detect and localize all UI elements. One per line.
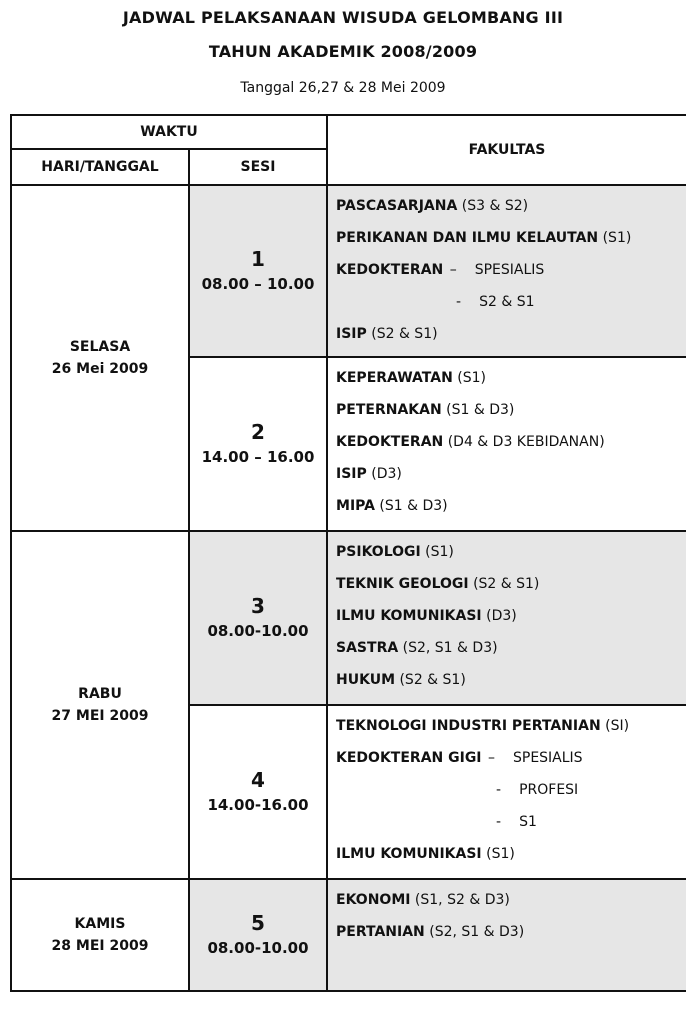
faculty-line: PERTANIAN (S2, S1 & D3)	[336, 924, 525, 940]
session-time: 08.00-10.00	[207, 939, 309, 957]
faculty-line: ILMU KOMUNIKASI (S1)	[336, 846, 515, 862]
faculty-cell	[327, 705, 686, 879]
session-number: 3	[251, 594, 265, 618]
day-name: KAMIS	[74, 916, 126, 932]
day-date: 26 Mei 2009	[51, 361, 149, 377]
faculty-line: - S2 & S1	[456, 294, 535, 310]
faculty-line: PERIKANAN DAN ILMU KELAUTAN (S1)	[336, 230, 632, 246]
header-waktu: WAKTU	[11, 115, 327, 149]
day-name: SELASA	[69, 339, 131, 355]
faculty-line: ISIP (D3)	[336, 466, 402, 482]
day-name: RABU	[78, 686, 122, 702]
day-date: 27 MEI 2009	[51, 708, 149, 724]
document-title: JADWAL PELAKSANAAN WISUDA GELOMBANG III	[122, 8, 564, 27]
faculty-line: KEDOKTERAN (D4 & D3 KEBIDANAN)	[336, 434, 605, 450]
faculty-cell	[327, 879, 686, 991]
day-cell	[11, 531, 189, 879]
document-subtitle-year: TAHUN AKADEMIK 2008/2009	[208, 42, 478, 61]
faculty-line: PSIKOLOGI (S1)	[336, 544, 454, 560]
session-time: 14.00 – 16.00	[201, 448, 315, 466]
session-cell	[189, 185, 327, 357]
faculty-line: ILMU KOMUNIKASI (D3)	[336, 608, 517, 624]
faculty-line: KEDOKTERAN – SPESIALIS	[336, 262, 545, 278]
schedule-table	[10, 114, 686, 992]
session-number: 4	[251, 768, 265, 792]
session-cell	[189, 357, 327, 531]
day-cell	[11, 879, 189, 991]
faculty-cell	[327, 531, 686, 705]
session-number: 5	[251, 911, 265, 935]
faculty-line: PETERNAKAN (S1 & D3)	[336, 402, 515, 418]
faculty-cell	[327, 357, 686, 531]
faculty-cell	[327, 185, 686, 357]
faculty-line: ISIP (S2 & S1)	[336, 326, 438, 342]
day-cell	[11, 185, 189, 531]
faculty-line: MIPA (S1 & D3)	[336, 498, 448, 514]
header-fakultas: FAKULTAS	[327, 115, 686, 185]
faculty-line: PASCASARJANA (S3 & S2)	[336, 198, 529, 214]
table-row	[11, 879, 686, 991]
document-date-line: Tanggal 26,27 & 28 Mei 2009	[240, 80, 446, 96]
table-row	[11, 185, 686, 357]
faculty-line: KEPERAWATAN (S1)	[336, 370, 486, 386]
session-cell	[189, 705, 327, 879]
faculty-line: KEDOKTERAN GIGI – SPESIALIS	[336, 750, 583, 766]
faculty-line: - PROFESI	[496, 782, 579, 798]
session-time: 14.00-16.00	[207, 796, 309, 814]
session-cell	[189, 531, 327, 705]
session-number: 1	[251, 247, 265, 271]
session-time: 08.00 – 10.00	[201, 275, 315, 293]
session-time: 08.00-10.00	[207, 622, 309, 640]
table-row	[11, 531, 686, 705]
faculty-line: SASTRA (S2, S1 & D3)	[336, 640, 498, 656]
day-date: 28 MEI 2009	[51, 938, 149, 954]
faculty-line: HUKUM (S2 & S1)	[336, 672, 466, 688]
faculty-line: EKONOMI (S1, S2 & D3)	[336, 892, 510, 908]
session-number: 2	[251, 420, 265, 444]
session-cell	[189, 879, 327, 991]
header-sesi: SESI	[189, 149, 327, 185]
faculty-line: - S1	[496, 814, 537, 830]
faculty-line: TEKNIK GEOLOGI (S2 & S1)	[336, 576, 540, 592]
faculty-line: TEKNOLOGI INDUSTRI PERTANIAN (SI)	[336, 718, 630, 734]
header-hari-tanggal: HARI/TANGGAL	[11, 149, 189, 185]
